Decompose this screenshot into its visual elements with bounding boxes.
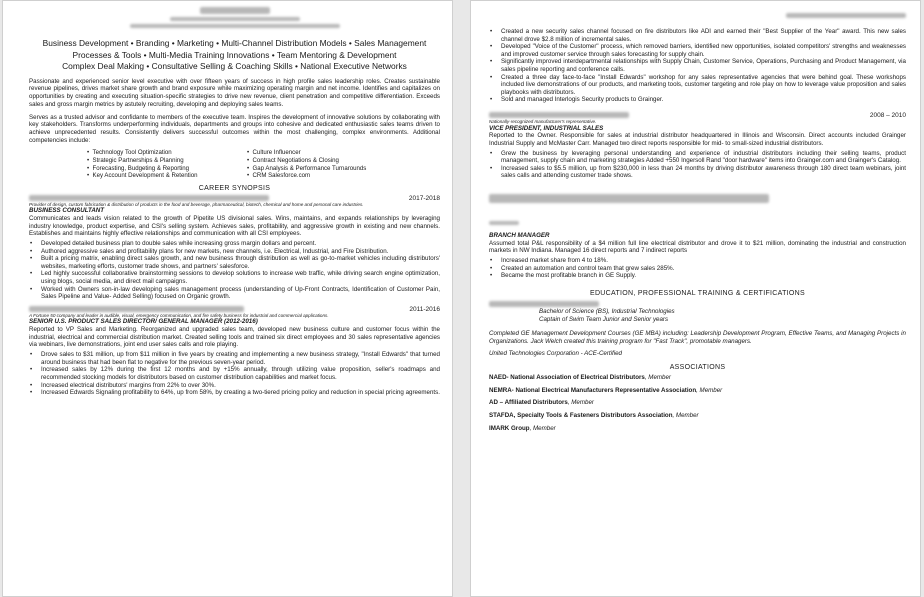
company-description: A Fortune 50 company and leader in audible, visual, emergency communication, and fire safety business for industrial and commercial applications.	[29, 312, 329, 318]
job-title: SENIOR U.S. PRODUCT SALES DIRECTOR/ GENERAL MANAGER (2012-2016)	[29, 318, 258, 326]
achievement-item: • Increased electrical distributors' margins from 22% to over 30%.	[29, 382, 440, 390]
company-description: Provider of design, custom fabrication & distribution of products in the food and beverage, pharmaceutical, biotech, chemical and home and personal care industries.	[29, 201, 364, 207]
job-title: VICE PRESIDENT, INDUSTRIAL SALES	[489, 124, 604, 132]
section-heading-career: CAREER SYNOPSIS	[198, 184, 271, 192]
job-summary: Reported to the Owner. Responsible for sales at industrial distributor headquartered in Illinois and Wisconsin. Direct accounts included Grainger Industrial Supply and McMaster Carr. Managed two direct reports responsible for mid- to small-sized industrial distributors.	[489, 132, 906, 147]
association-item	[489, 399, 906, 407]
section-heading-associations: ASSOCIATIONS	[669, 363, 726, 371]
competency-item: • Gap Analysis & Performance Turnarounds	[247, 165, 407, 173]
association-role: , Member	[696, 386, 723, 394]
association-name: IMARK Group	[489, 424, 530, 432]
achievement-item: • Significantly improved interdepartmental relationships with Supply Chain, Customer Service, Operations, Purchasing and Product Management, via sales pipeline reporting and conference calls.	[489, 58, 906, 73]
job-years: 2017-2018	[408, 194, 440, 202]
association-role: , Member	[529, 424, 556, 432]
achievement-item: • Led highly successful collaborative brainstorming sessions to develop solutions to increase web traffic, while driving search engine optimization, using blogs, social media, and direct mail campaigns.	[29, 270, 440, 285]
training-paragraph: Completed GE Management Development Courses (GE MBA) including: Leadership Development Program, Effective Teams, and Managing Projects in Organizations. Jack Welch created this training program for "Fast Track", promotable managers.	[489, 329, 906, 345]
association-item	[489, 387, 906, 395]
competency-item: • Key Account Development & Retention	[87, 172, 247, 180]
job-header	[489, 112, 906, 119]
keyword-line: Processes & Tools • Multi-Media Training Innovations • Team Mentoring & Development	[72, 49, 397, 60]
association-role: , Member	[644, 373, 671, 381]
redacted-address	[170, 17, 300, 21]
resume-page-1	[2, 0, 453, 597]
achievement-item: • Worked with Owners son-in-law developing sales management process (understanding of Up-Front Contracts, Identification of Customer Pain, Sales Pipeline and Value- Added Selling) focused on Organic growth.	[29, 286, 440, 301]
achievement-item: • Authored aggressive sales and profitability plans for new markets, new channels, i.e. Electrical, Industrial, and Fire Distribution.	[29, 248, 440, 256]
honors: Captain of Swim Team Junior and Senior years	[539, 316, 669, 324]
achievement-item: • Developed detailed business plan to double sales while increasing gross margin dollars and percent.	[29, 240, 440, 248]
job-summary: Communicates and leads vision related to the growth of Pipetite US divisional sales. Wins, maintains, and expands relationships by leveraging industry knowledge, product expertise, and CSI's selling system. Achieves sales, profitability, and aggressive growth in existing and new channels. Establishes and maintains highly effective relationships and communication with all CSI employees.	[29, 214, 440, 238]
achievement-item: • Drove sales to $31 million, up from $11 million in five years by creating and implementing a new business strategy, "Install Edwards" that turned around business that had been flat to negative for the previous seven-year period.	[29, 351, 440, 366]
section-heading-education: EDUCATION, PROFESSIONAL TRAINING & CERTIFICATIONS	[589, 289, 805, 297]
achievement-list	[489, 257, 906, 280]
association-item	[489, 425, 906, 433]
competency-item: • Contract Negotiations & Closing	[247, 157, 407, 165]
keyword-banner	[29, 38, 440, 73]
redacted-contact-line	[130, 24, 340, 28]
redacted-school	[489, 301, 599, 307]
association-role: , Member	[567, 399, 594, 407]
school-row	[489, 301, 906, 309]
achievement-item: • Grew the business by leveraging personal understanding and experience of industrial distributors including their selling teams, product management, supply chain and marketing strategies Added +550 Ingersoll Rand "door hardware" items into Grainger.com and Grainger's Catalog.	[489, 150, 906, 165]
association-role: , Member	[672, 412, 699, 420]
job-header	[29, 195, 440, 202]
association-name: STAFDA, Specialty Tools & Fasteners Distributors Association	[489, 412, 673, 420]
achievement-item: • Increased sales by 12% during the first 12 months and by +15% annually, through utilizing value proposition, seller's roadmaps and recommended stocking models for distributors based on customer distribution capabilities and market focus.	[29, 366, 440, 381]
redacted-employer	[29, 306, 244, 312]
association-name: AD – Affiliated Distributors	[489, 399, 568, 407]
competency-item: • CRM Salesforce.com	[247, 172, 407, 180]
redacted-name	[200, 7, 270, 14]
achievement-item: • Developed "Voice of the Customer" process, which removed barriers, identified new opportunities, isolated competitors' strengths and weaknesses and improved customer service through sales forecasting for supply chain.	[489, 43, 906, 58]
contact-header	[29, 7, 440, 28]
job-title: BRANCH MANAGER	[489, 231, 550, 239]
keyword-line: Business Development • Branding • Marketing • Multi-Channel Distribution Models • Sales Management	[42, 38, 427, 48]
summary-paragraph: Serves as a trusted advisor and confidante to members of the executive team. Inspires the development of innovative solutions by collaborating with key stakeholders. Transforms underperforming individuals, departments and groups into cohesive and dedicated enthusiastic sales teams driven to achieve unprecedented results. Consistently delivers successful outcomes within the most challenging, complex environments. Additional competencies include:	[29, 113, 440, 144]
job-title: BUSINESS CONSULTANT	[29, 207, 105, 215]
achievement-item: • Sold and managed Interlogis Security products to Grainger.	[489, 96, 906, 104]
association-name: NAED- National Association of Electrical Distributors	[489, 373, 645, 381]
achievement-item: • Created a three day face-to-face "Install Edwards" workshop for any sales representative agencies that were behind goal. These workshops included live demonstrations of our products, and marketing tools, customer targeting and role play on how to leverage value proposition and sales playbooks with distributors.	[489, 74, 906, 97]
association-item	[489, 412, 906, 420]
achievement-item: • Increased market share from 4 to 18%.	[489, 257, 906, 265]
page2-header	[489, 7, 906, 25]
achievement-item: • Built a pricing matrix, enabling direct sales growth, and new business through distribution as well as go-to-market vehicles including distributors' websites, marketing efforts, customer trade shows, and partners' salesforce.	[29, 255, 440, 270]
achievement-list	[489, 150, 906, 180]
certification: United Technologies Corporation - ACE-Certified	[489, 350, 622, 358]
achievement-item: • Increased sales to $5.5 million, up from $230,000 in less than 24 months by driving distributor awareness through 180 direct team webinars, joint sales calls and attending customer trade shows.	[489, 165, 906, 180]
association-item	[489, 374, 906, 382]
summary-paragraph: Passionate and experienced senior level executive with over fifteen years of success in high profile sales leadership roles. Creates sustainable revenue pipelines, drives market share growth and brand exposure while maximizing operating margin and net income. Identifies and capitalizes on opportunities by creating and executing situation-specific strategies to drive new revenue, client penetration and competitive differentiation. Exceeds sales and gross margin metrics by astutely recruiting, developing and deploying sales teams.	[29, 77, 440, 108]
job-summary: Reported to VP Sales and Marketing. Reorganized and upgraded sales team, developed new business culture and customer focus within the industrial, electrical and commercial distribution market. Created selling tools and trained six direct employees and 30 sales representative agencies via webinars, live demonstrations, joint end user sales calls and role playing.	[29, 326, 440, 349]
achievement-list	[489, 28, 906, 104]
achievement-item: • Created a new security sales channel focused on fire distributors like ADI and earned their "Best Supplier of the Year" award. This new sales channel drove $2.8 million of incremental sales.	[489, 28, 906, 43]
job-years: 2011-2016	[409, 305, 440, 313]
achievement-list	[29, 240, 440, 301]
job-summary: Assumed total P&L responsibility of a $4 million full line electrical distributor and drove it to $21 million, dominating the industrial and construction markets in NW Indiana. Managed 16 direct reports and 7 indirect reports	[489, 239, 906, 255]
company-description: Nationally-recognized manufacturer's representative.	[489, 118, 597, 124]
competency-item: • Strategic Partnerships & Planning	[87, 157, 247, 165]
job-header	[29, 306, 440, 313]
keyword-line: Complex Deal Making • Consultative Selling & Coaching Skills • National Executive Networks	[62, 61, 407, 72]
redacted-employer	[29, 195, 269, 201]
competency-item: • Technology Tool Optimization	[87, 149, 247, 157]
redacted-employer	[489, 194, 769, 203]
job-header	[489, 190, 906, 208]
job-years: 2008 – 2010	[869, 111, 906, 119]
competencies-list	[87, 149, 440, 179]
competency-item: • Culture Influencer	[247, 149, 407, 157]
competency-item: • Forecasting, Budgeting & Reporting	[87, 165, 247, 173]
job-header	[489, 214, 906, 232]
achievement-list	[29, 351, 440, 397]
association-name: NEMRA- National Electrical Manufacturers Representative Association	[489, 386, 697, 394]
achievement-item: • Became the most profitable branch in GE Supply.	[489, 272, 906, 280]
degree: Bachelor of Science (BS), Industrial Technologies	[539, 308, 675, 316]
achievement-item: • Increased Edwards Signaling profitability to 64%, up from 58%, by creating a two-tiered pricing policy and reduction in special pricing agreements.	[29, 389, 440, 397]
achievement-item: • Created an automation and control team that grew sales 285%.	[489, 265, 906, 273]
redacted-name-phone	[786, 13, 906, 18]
resume-page-2	[470, 0, 921, 597]
redacted-employer	[489, 112, 629, 118]
redacted-detail	[489, 221, 519, 225]
